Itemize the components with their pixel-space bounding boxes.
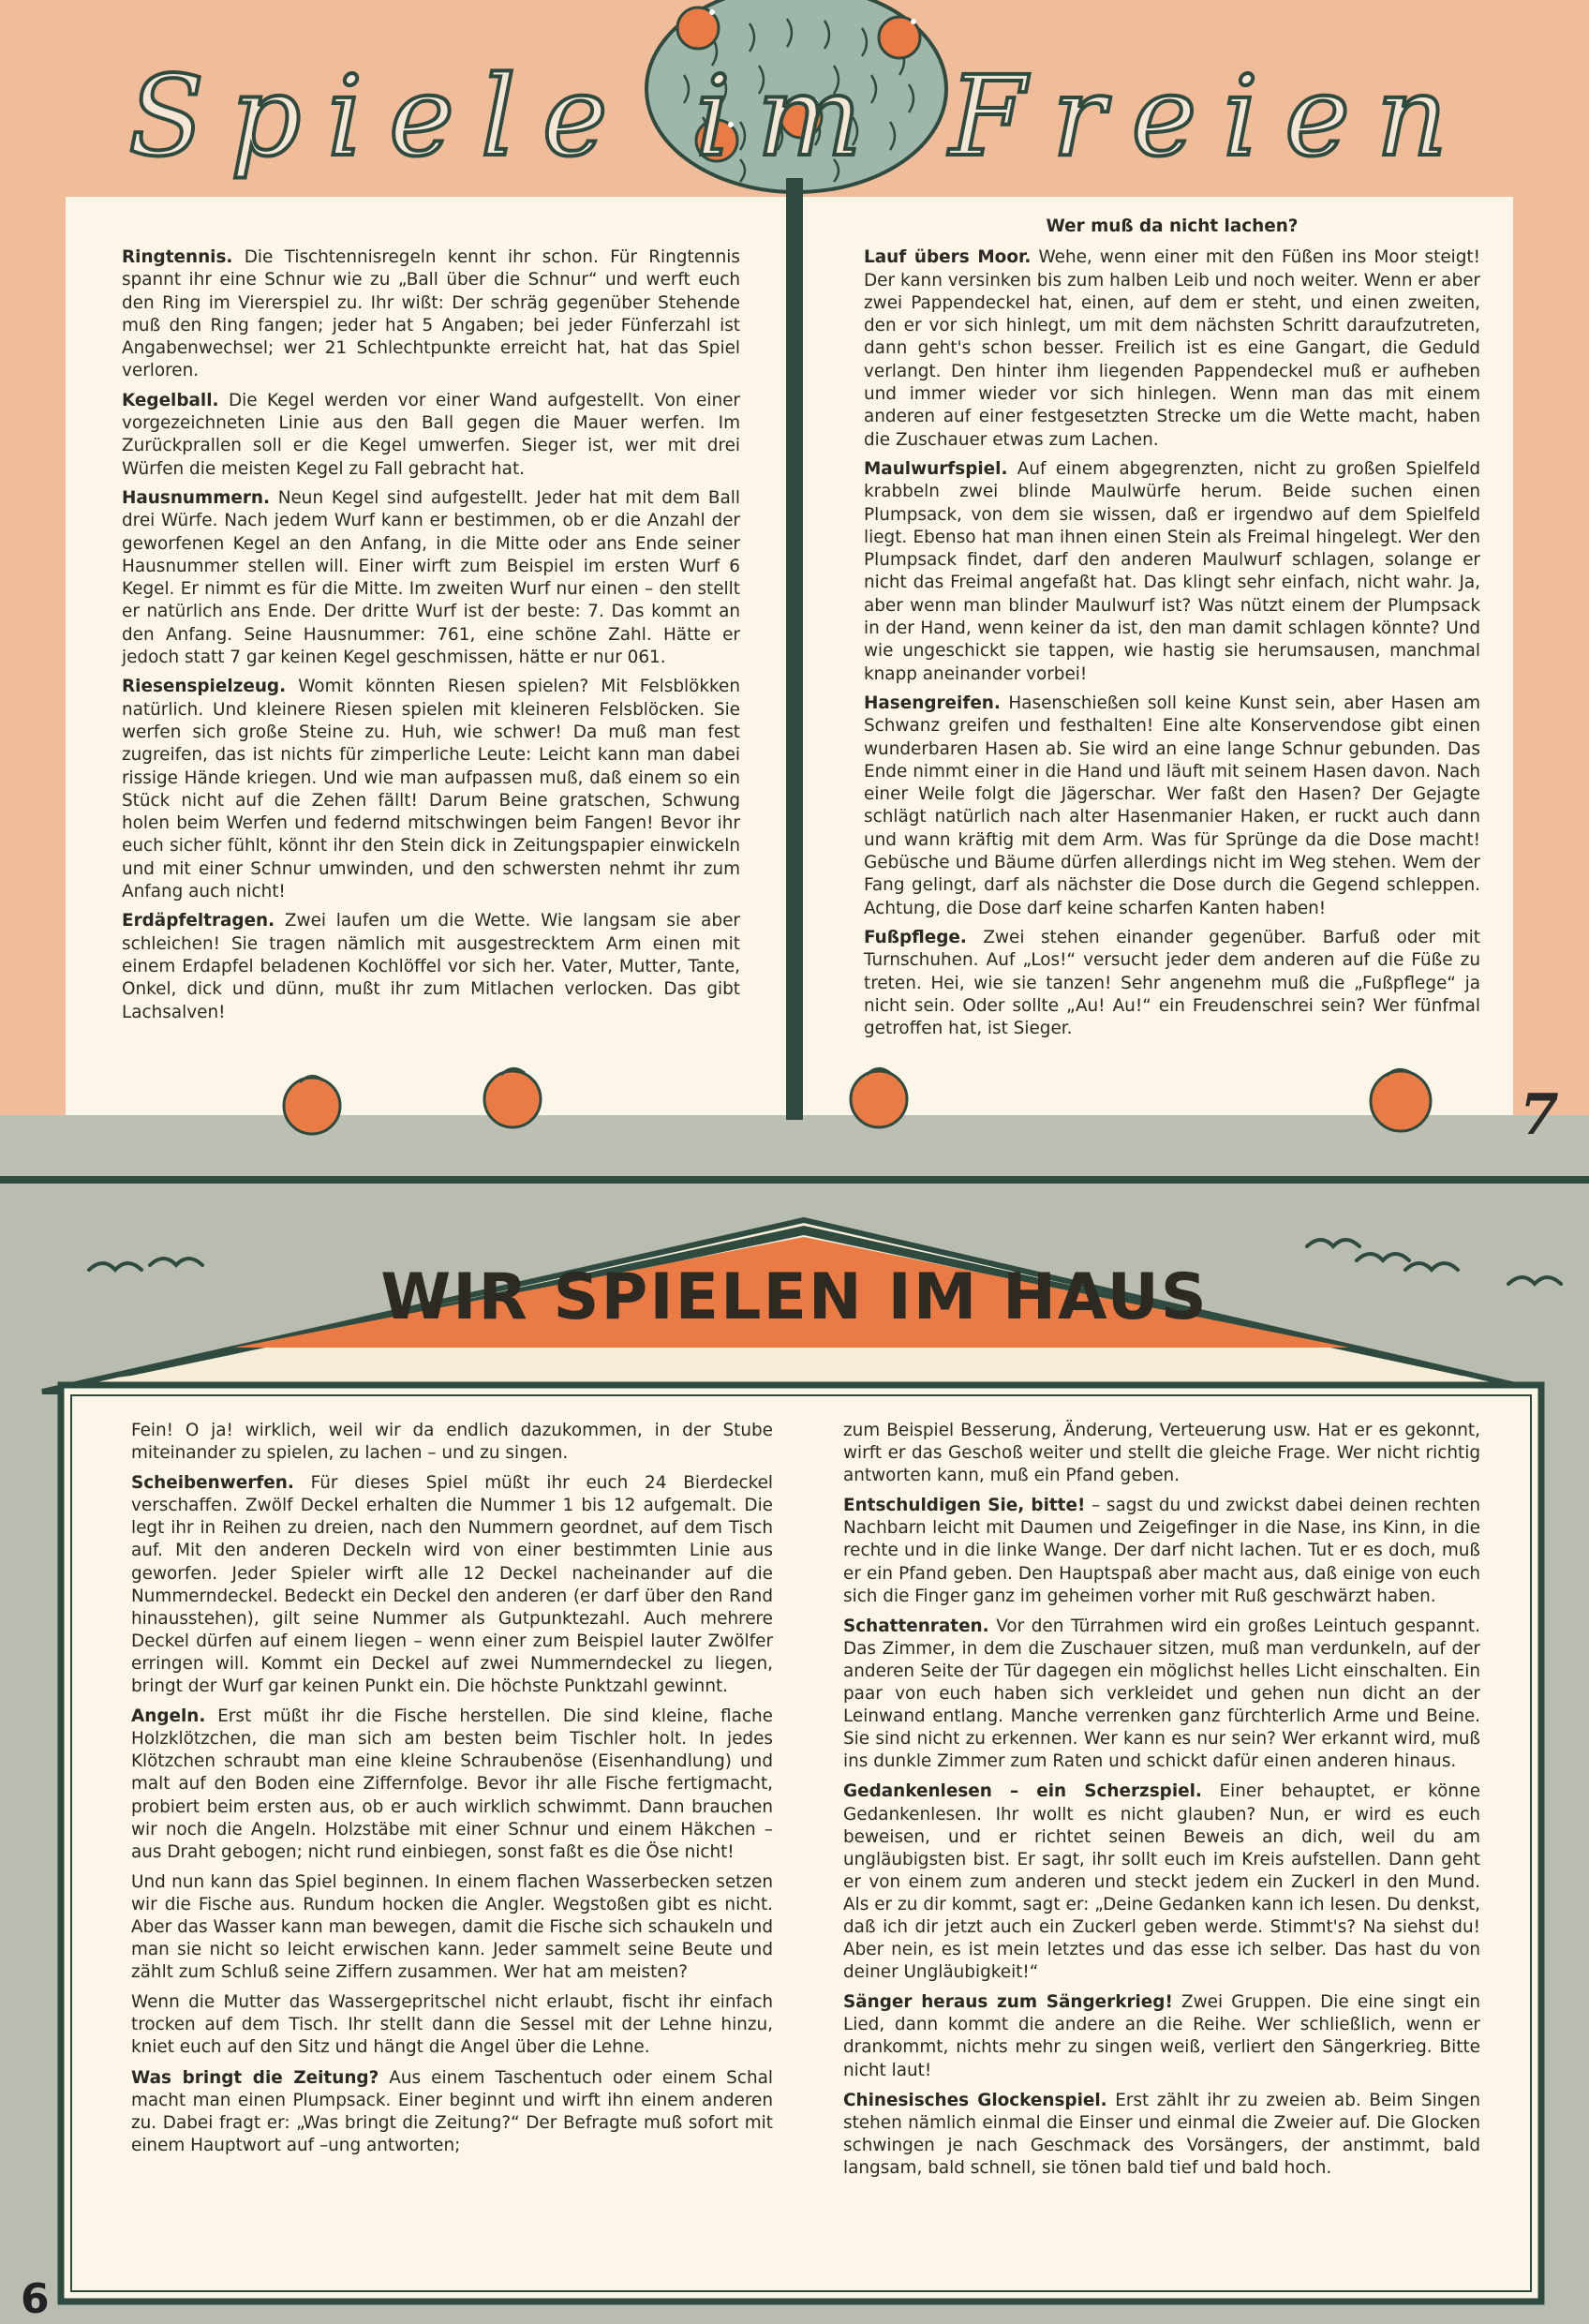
bottom-left-paragraph — [131, 1871, 773, 1984]
top-left-paragraph — [122, 246, 740, 383]
game-name: Scheibenwerfen. — [131, 1473, 294, 1494]
game-name: Gedankenlesen – ein Scherzspiel. — [843, 1781, 1202, 1802]
paragraph-text: Und nun kann das Spiel beginnen. In einem flachen Wasserbecken setzen wir die Fische aus. Rundum hocken die Angler. Wegstoßen gibt es nicht. Aber das Wasser kann man bewegen, damit die Fische sich schaukeln und man sie nicht so leicht erwischen kann. Jeder sammelt seine Beute und zählt zum Schluß seine Ziffern zusammen. Wer hat am meisten? — [131, 1871, 773, 1983]
bottom-left-paragraph — [131, 1991, 773, 2059]
bottom-right-paragraph — [843, 1616, 1480, 1774]
bottom-right-paragraph — [843, 1495, 1480, 1607]
paragraph-text: Für dieses Spiel müßt ihr euch 24 Bierdeckel verschaffen. Zwölf Deckel erhalten die Nummer 1 bis 12 aufgemalt. Die legt ihr in Reihen zu dreien, nach den Nummern geordnet, auf dem Tisch auf. Mit den anderen Deckeln wird von einer bestimmten Linie aus geworfen. Jeder Spieler wirft alle 12 Deckel nacheinander auf die Nummerndeckel. Bedeckt ein Deckel den anderen (er darf über den Rand hinausstehen), gilt seine Nummer als Gutpunktezahl. Auch mehrere Deckel dürfen auf einem liegen – wenn einer zum Beispiel lauter Zwölfer erringen will. Kommt ein Deckel auf zwei Nummerndeckel zu liegen, bringt der Wurf gar keinen Punkt ein. Die höchste Punktzahl gewinnt. — [131, 1473, 773, 1697]
bottom-left-paragraph — [131, 1420, 773, 1465]
page-number-6: 6 — [21, 2275, 50, 2323]
paragraph-text: zum Beispiel Besserung, Änderung, Verteuerung usw. Hat er es gekonnt, wirft er das Geschoß weiter und stellt die gleiche Frage. Wer nicht richtig antworten kann, muß ein Pfand geben. — [843, 1421, 1480, 1486]
top-left-column — [122, 246, 740, 1031]
paragraph-text: Hasenschießen soll keine Kunst sein, aber Hasen am Schwanz greifen und festhalten! Eine alte Konservendose gibt einen wunderbaren Hasen ab. Sie wird an eine lange Schnur gebunden. Das Ende nimmt einer in die Hand und läuft mit seinem Hasen davon. Nach einer Weile folgt die Jägerschar. Wer faßt den Hasen? Der Gejagte schlägt natürlich nach alter Hasenmanier Haken, er ruckt auch dann und wann kräftig mit dem Arm. Was für Sprünge da die Dose macht! Gebüsche und Bäume dürfen allerdings nicht im Weg stehen. Wem der Fang gelingt, darf als nächster die Dose durch die Gegend schleppen. Achtung, die Dose darf keine scharfen Kanten haben! — [864, 693, 1480, 918]
top-page-title — [122, 52, 1480, 192]
oranges-row — [0, 1045, 1589, 1148]
top-right-paragraph — [864, 693, 1480, 920]
bottom-left-paragraph — [131, 2067, 773, 2157]
paragraph-text: Neun Kegel sind aufgestellt. Jeder hat mit dem Ball drei Würfe. Nach jedem Wurf kann er bestimmen, ob er die Anzahl der geworfenen Kegel an den Anfang, in die Mitte oder ans Ende seiner Hausnummer stellen will. Einer wirft zum Beispiel im ersten Wurf 6 Kegel. Er nimmt es für die Mitte. Im zweiten Wurf nur einen – den stellt er natürlich ans Ende. Der dritte Wurf ist der beste: 7. Das kommt an den Anfang. Seine Hausnummer: 761, eine schöne Zahl. Hätte er jedoch statt 7 gar keinen Kegel geschmissen, hätte er nur 061. — [122, 487, 740, 668]
game-name: Hasengreifen. — [864, 693, 1001, 713]
bottom-left-paragraph — [131, 1706, 773, 1864]
paragraph-text: Die Tischtennisregeln kennt ihr schon. Für Ringtennis spannt ihr eine Schnur wie zu „Ball über die Schnur“ und werft euch den Ring im Viererspiel zu. Ihr wißt: Der schräg gegenüber Stehende muß den Ring fangen; jeder hat 5 Angaben; bei jeder Fünferzahl ist Angabenwechsel; wer 21 Schlechtpunkte erreicht hat, hat das Spiel verloren. — [122, 247, 740, 381]
game-name: Schattenraten. — [843, 1616, 989, 1636]
top-right-column — [864, 216, 1480, 1047]
bottom-right-paragraph — [843, 1991, 1480, 2081]
bottom-page-title: WIR SPIELEN IM HAUS — [380, 1260, 1209, 1334]
bottom-left-paragraph — [131, 1472, 773, 1698]
top-left-paragraph — [122, 390, 740, 481]
paragraph-text: Erst müßt ihr die Fische herstellen. Die sind kleine, flache Holzklötzchen, die man sich am besten beim Tischler holt. In jedes Klötzchen schraubt man eine kleine Schraubenöse (Eisenhandlung) und malt auf den Boden eine Ziffernfolge. Bevor ihr alle Fische fertigmacht, probiert beim ersten aus, ob er auch wirklich schwimmt. Dann brauchen wir noch die Angeln. Holzstäbe mit einer Schnur und einem Häkchen – aus Draht gebogen; nicht rund einbiegen, sonst faßt es die Öse nicht! — [131, 1706, 773, 1862]
game-name: Sänger heraus zum Sängerkrieg! — [843, 1992, 1173, 2013]
bottom-right-column — [843, 1420, 1480, 2187]
paragraph-text: Fein! O ja! wirklich, weil wir da endlich dazukommen, in der Stube miteinander zu spielen, zu lachen – und zu singen. — [131, 1421, 773, 1464]
paragraph-text: Einer behauptet, er könne Gedankenlesen. Ihr wollt es nicht glauben? Nun, er wird es euch beweisen, und er richtet seinen Beweis an dich, weil du am ungläubigsten bist. Er sagt, ihr sollt euch im Kreis aufstellen. Dann geht er von einem zum anderen und steckt jedem ein Zuckerl in den Mund. Als er zu dir kommt, sagt er: „Deine Gedanken kann ich lesen. Du denkst, daß ich dir jetzt auch ein Zuckerl geben werde. Stimmt's? Na siehst du! Aber nein, es ist mein letztes und das esse ich selber. Das hast du von deiner Ungläubigkeit!“ — [843, 1781, 1481, 1983]
paragraph-text: – sagst du und zwickst dabei deinen rechten Nachbarn leicht mit Daumen und Zeigefinger in die Nase, ins Kinn, in die rechte und in die linke Wange. Der darf nicht lachen. Tut er es doch, muß er ein Pfand geben. Den Hauptspaß aber macht aus, daß einige von euch sich die Finger ganz im geheimen vorher mit Ruß geschwärzt haben. — [843, 1496, 1480, 1606]
bottom-right-paragraph — [843, 1420, 1480, 1487]
right-column-heading: Wer muß da nicht lachen? — [1046, 216, 1299, 236]
bottom-right-paragraph — [843, 2090, 1480, 2180]
paragraph-text: Zwei stehen einander gegenüber. Barfuß oder mit Turnschuhen. Auf „Los!“ versucht jeder dem anderen auf die Füße zu treten. Hei, wie sie tanzen! Sehr angenehm muß die „Fußpflege“ ja nicht sein. Oder sollte „Au! Au!“ ein Freudenschrei sein? Wer fünfmal getroffen hat, ist Sieger. — [864, 927, 1480, 1039]
page-fold-line — [0, 1176, 1589, 1184]
game-name: Kegelball. — [122, 390, 219, 410]
top-left-paragraph — [122, 910, 740, 1023]
top-title-text: Spiele im Freien — [128, 52, 1474, 181]
game-name: Riesenspielzeug. — [122, 677, 287, 697]
game-name: Angeln. — [131, 1706, 206, 1727]
top-right-paragraph — [864, 458, 1480, 686]
paragraph-text: Auf einem abgegrenzten, nicht zu großen Spielfeld krabbeln zwei blinde Maulwürfe herum. Beide suchen einen Plumpsack, von dem sie wissen, daß er irgendwo auf dem Spielfeld liegt. Ebenso hat man ihnen einen Stein als Freimal hingelegt. Wer den Plumpsack findet, darf den anderen Maulwurf schlagen, solange er nicht das Freimal angefaßt hat. Das klingt sehr einfach, nicht wahr. Ja, aber wenn man blinder Maulwurf ist? Was nützt einem der Plumpsack in der Hand, wenn keiner da ist, den man damit schlagen könnte? Und wie ungeschickt sie tappen, wie hastig sie herumsausen, manchmal knapp aneinander vorbei! — [864, 458, 1480, 684]
top-left-paragraph — [122, 676, 740, 903]
game-name: Fußpflege. — [864, 927, 967, 947]
game-name: Entschuldigen Sie, bitte! — [843, 1496, 1086, 1516]
top-right-paragraph — [864, 927, 1480, 1040]
paragraph-text: Aus einem Taschentuch oder einem Schal macht man einen Plumpsack. Einer beginnt und wirft ihn einem anderen zu. Dabei fragt er: „Was bringt die Zeitung?“ Der Befragte muß sofort mit einem Hauptwort auf –ung antworten; — [131, 2067, 773, 2155]
page-number-7: 7 — [1520, 1082, 1559, 1148]
game-name: Maulwurfspiel. — [864, 458, 1008, 479]
top-left-paragraph — [122, 487, 740, 669]
bottom-right-paragraph — [843, 1780, 1480, 1984]
game-name: Erdäpfeltragen. — [122, 911, 275, 931]
paragraph-text: Zwei laufen um die Wette. Wie langsam sie aber schleichen! Sie tragen nämlich mit ausgestrecktem Arm einen mit einem Erdapfel beladenen Kochlöffel vor sich her. Vater, Mutter, Tante, Onkel, dick und dünn, mußt ihr zum Mitlachen verlocken. Das gibt Lachsalven! — [122, 911, 740, 1022]
paragraph-text: Wenn die Mutter das Wassergepritschel nicht erlaubt, fischt ihr einfach trocken auf dem Tisch. Ihr stellt dann die Sessel mit der Lehne hinzu, kniet euch auf den Sitz und hängt die Angel über die Lehne. — [131, 1992, 773, 2058]
paragraph-text: Womit könnten Riesen spielen? Mit Felsblökken natürlich. Und kleinere Riesen spielen mit kleineren Felsblöcken. Sie werfen sich große Steine zu. Huh, wie schwer! Da muß man fest zugreifen, das ist nichts für zimperliche Leute: Leicht kann man dabei rissige Hände kriegen. Und wie man aufpassen muß, daß einem so ein Stück nicht auf die Zehen fällt! Darum Beine gratschen, Schwung holen beim Werfen und federnd mitschwingen beim Fangen! Bevor ihr euch sicher fühlt, könnt ihr den Stein dick in Zeitungspapier einwickeln und mit einer Schnur umwinden, und den schwersten nehmt ihr zum Anfang auch nicht! — [122, 677, 740, 902]
game-name: Ringtennis. — [122, 247, 233, 267]
tree-trunk — [786, 178, 803, 1120]
game-name: Hausnummern. — [122, 487, 270, 508]
game-name: Was bringt die Zeitung? — [131, 2067, 379, 2088]
paragraph-text: Wehe, wenn einer mit den Füßen ins Moor steigt! Der kann versinken bis zum halben Leib und noch weiter. Wenn er aber zwei Pappendeckel hat, einen, auf dem er steht, und einen zweiten, den er vor sich hinlegt, um mit dem nächsten Schritt daraufzutreten, dann geht's schon besser. Freilich ist es eine Gangart, die Geduld verlangt. Den hinter ihm liegenden Pappendeckel muß er aufheben und immer wieder vor sich hinlegen. Wenn man das mit einem anderen auf einer festgesetzten Strecke um die Wette macht, haben die Zuschauer etwas zum Lachen. — [864, 247, 1480, 450]
paragraph-text: Vor den Türrahmen wird ein großes Leintuch gespannt. Das Zimmer, in dem die Zuschauer sitzen, muß man verdunkeln, auf der anderen Seite der Tür dagegen ein möglichst helles Licht einschalten. Ein paar von euch haben sich verkleidet und gehen nun dicht an der Leinwand entlang. Manche verrenken ganz fürchterlich Arme und Beine. Sie sind nicht zu erkennen. Wer kann es nur sein? Wer erkannt wird, muß ins dunkle Zimmer zum Raten und schickt dafür einen anderen hinaus. — [843, 1616, 1480, 1772]
top-right-paragraph — [864, 246, 1480, 452]
game-name: Lauf übers Moor. — [864, 247, 1032, 268]
paragraph-text: Die Kegel werden vor einer Wand aufgestellt. Von einer vorgezeichneten Linie aus den Ball gegen die Mauer werfen. Im Zurückprallen soll er die Kegel umwerfen. Sieger ist, wer mit drei Würfen die meisten Kegel zu Fall gebracht hat. — [122, 390, 740, 479]
bottom-left-column — [131, 1420, 773, 2165]
paragraph-text: Zwei Gruppen. Die eine singt ein Lied, dann kommt die andere an die Reihe. Wer schließlich, wenn er drankommt, nichts mehr zu singen weiß, verliert den Sängerkrieg. Bitte nicht laut! — [843, 1992, 1480, 2080]
game-name: Chinesisches Glockenspiel. — [843, 2090, 1107, 2110]
paragraph-text: Erst zählt ihr zu zweien ab. Beim Singen stehen nämlich einmal die Einser und einmal die Zweier auf. Die Glocken schwingen je nach Geschmack des Vorsängers, der anstimmt, bald langsam, bald schnell, sie tönen bald tief und bald hoch. — [843, 2090, 1480, 2178]
